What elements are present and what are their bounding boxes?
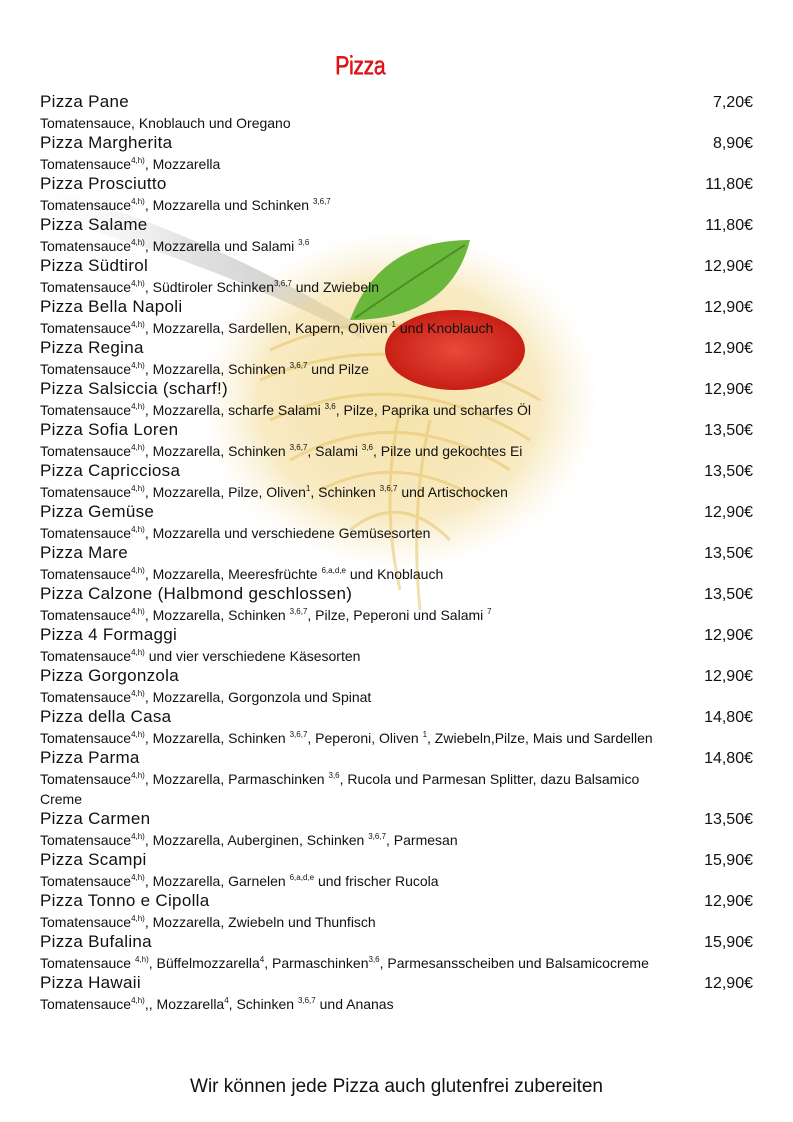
allergen-note: 3,6,7 [289,443,308,452]
menu-item-price: 12,90€ [704,893,753,910]
menu-item-description: Tomatensauce$^{4,h)}$, Mozzarella, Meeresfrüchte $^{6,a,d,e}$ und Knoblauch [40,566,444,582]
allergen-note: 1 [391,320,396,329]
menu-item-name: Pizza Pane [40,92,129,111]
menu-item [40,92,753,133]
menu-item-price: 12,90€ [704,627,753,644]
menu-item-name: Pizza Prosciutto [40,174,167,193]
menu-item [40,748,753,809]
menu-item-price: 11,80€ [705,217,753,234]
menu-item [40,379,753,420]
allergen-note: 3,6 [324,402,336,411]
allergen-note: 4,h) [131,832,145,841]
allergen-note: 4,h) [131,238,145,247]
menu-item-price: 15,90€ [704,934,753,951]
menu-item [40,215,753,256]
menu-item [40,891,753,932]
allergen-note: 4,h) [131,484,145,493]
menu-item-description: Tomatensauce$^{4,h)}$, Mozzarella [40,156,221,172]
allergen-note: 4,h) [131,525,145,534]
menu-item [40,133,753,174]
allergen-note: 4,h) [131,197,145,206]
menu-item-name: Pizza Salame [40,215,148,234]
menu-item-name: Pizza Gorgonzola [40,666,179,685]
allergen-note: 4,h) [131,648,145,657]
menu-item-name: Pizza 4 Formaggi [40,625,178,644]
menu-item-price: 12,90€ [704,340,753,357]
allergen-note: 6,a,d,e [321,566,346,575]
menu-item [40,502,753,543]
menu-item [40,850,753,891]
menu-item [40,666,753,707]
menu-item-name: Pizza Tonno e Cipolla [40,891,210,910]
menu-item-description: Tomatensauce$^{4,h)}$, Mozzarella und Salami $^{3,6}$ [40,238,310,254]
gluten-free-note: Wir können jede Pizza auch glutenfrei zubereiten [190,1076,603,1097]
menu-item-price: 14,80€ [704,750,753,767]
menu-item-description: Tomatensauce$^{4,h)}$, Mozzarella, Parmaschinken $^{3,6}$, Rucola und Parmesan Splitter, dazu Balsamico Creme [40,771,640,807]
menu-item-description: Tomatensauce$^{4,h)}$,, Mozzarella$^4$, Schinken $^{3,6,7}$ und Ananas [40,996,394,1012]
menu-item [40,625,753,666]
menu-item-name: Pizza Scampi [40,850,147,869]
allergen-note: 4,h) [131,914,145,923]
menu-item-description: Tomatensauce$^{4,h)}$, Mozzarella, Schinken $^{3,6,7}$, Peperoni, Oliven $^1$, Zwiebeln,Pilze, Mais und Sardellen [40,730,653,746]
menu-item-description: Tomatensauce$^{4,h)}$, Mozzarella, Schinken $^{3,6,7}$, Pilze, Peperoni und Salami $^7$ [40,607,492,623]
menu-item-description: Tomatensauce, Knoblauch und Oregano [40,115,291,131]
menu-item-description: Tomatensauce$^{4,h)}$, Mozzarella, Schinken $^{3,6,7}$ und Pilze [40,361,369,377]
menu-item-description: Tomatensauce$^{4,h)}$, Südtiroler Schinken$^{3,6,7}$ und Zwiebeln [40,279,380,295]
menu-item-name: Pizza Regina [40,338,144,357]
allergen-note: 4,h) [131,771,145,780]
menu-item-name: Pizza Capricciosa [40,461,181,480]
allergen-note: 4,h) [131,156,145,165]
menu-item-description: Tomatensauce$^{4,h)}$, Mozzarella, Gorgonzola und Spinat [40,689,372,705]
allergen-note: 4,h) [131,279,145,288]
menu-item-price: 12,90€ [704,258,753,275]
allergen-note: 4,h) [131,320,145,329]
page-title: Pizza [334,50,386,80]
menu-item [40,707,753,748]
allergen-note: 4 [224,996,229,1005]
allergen-note: 3,6 [328,771,340,780]
allergen-note: 3,6,7 [289,730,308,739]
menu-item-price: 13,50€ [704,463,753,480]
menu-item [40,338,753,379]
allergen-note: 1 [422,730,428,739]
menu-item [40,809,753,850]
menu-item-name: Pizza Mare [40,543,129,562]
menu-item-description: Tomatensauce$^{4,h)}$, Mozzarella und verschiedene Gemüsesorten [40,525,431,541]
menu-item [40,973,753,1014]
menu-item-name: Pizza Calzone (Halbmond geschlossen) [40,584,353,603]
allergen-note: 4,h) [134,955,149,964]
menu-item-price: 15,90€ [704,852,753,869]
menu-item-name: Pizza Sofia Loren [40,420,179,439]
allergen-note: 4,h) [131,873,145,882]
allergen-note: 3,6,7 [379,484,398,493]
allergen-note: 7 [487,607,492,616]
menu-item-description: Tomatensauce$^{4,h)}$, Mozzarella, Garnelen $^{6,a,d,e}$ und frischer Rucola [40,873,439,889]
menu-item-description: Tomatensauce$^{4,h)}$, Mozzarella, Sardellen, Kapern, Oliven $^1$ und Knoblauch [40,320,494,336]
menu-item [40,174,753,215]
menu-item-price: 13,50€ [704,811,753,828]
allergen-note: 4,h) [131,996,145,1005]
allergen-note: 4,h) [131,607,145,616]
allergen-note: 4,h) [131,566,145,575]
allergen-note: 3,6,7 [289,607,308,616]
allergen-note: 1 [305,484,311,493]
allergen-note: 3,6 [361,443,373,452]
menu-item-description: Tomatensauce$^{4,h)}$ und vier verschiedene Käsesorten [40,648,361,664]
menu-item-price: 12,90€ [704,975,753,992]
menu-item-name: Pizza Salsiccia (scharf!) [40,379,228,398]
allergen-note: 3,6,7 [368,832,387,841]
allergen-note: 4,h) [131,730,145,739]
menu-item-price: 12,90€ [704,381,753,398]
menu-item-name: Pizza della Casa [40,707,172,726]
menu-item-price: 7,20€ [712,94,753,111]
allergen-note: 3,6,7 [274,279,292,288]
menu-item-price: 13,50€ [704,545,753,562]
menu-item-name: Pizza Bella Napoli [40,297,183,316]
allergen-note: 4,h) [131,689,145,698]
menu-item-price: 11,80€ [705,176,753,193]
allergen-note: 3,6,7 [312,197,331,206]
allergen-note: 3,6 [298,238,310,247]
menu-item [40,256,753,297]
allergen-note: 4 [259,955,265,964]
menu-item-price: 12,90€ [704,504,753,521]
menu-item-description: Tomatensauce$^{4,h)}$, Mozzarella, Pilze, Oliven$^1$, Schinken $^{3,6,7}$ und Artischocken [40,484,508,500]
menu-item [40,584,753,625]
allergen-note: 4,h) [131,443,145,452]
menu-item [40,297,753,338]
allergen-note: 3,6,7 [297,996,316,1005]
menu-item-name: Pizza Südtirol [40,256,149,275]
menu-item-description: Tomatensauce$^{4,h)}$, Mozzarella, Schinken $^{3,6,7}$, Salami $^{3,6}$, Pilze und gekochtes Ei [40,443,523,459]
menu-item-price: 8,90€ [712,135,753,152]
menu-item-price: 12,90€ [704,299,753,316]
menu-item-price: 13,50€ [704,586,753,603]
menu-item-description: Tomatensauce$^{4,h)}$, Mozzarella, scharfe Salami $^{3,6}$, Pilze, Paprika und scharfes Öl [40,402,532,418]
menu-item-price: 14,80€ [704,709,753,726]
menu-item [40,420,753,461]
menu-item-price: 12,90€ [704,668,753,685]
menu-item-name: Pizza Hawaii [40,973,141,992]
menu-item-name: Pizza Bufalina [40,932,152,951]
pizza-menu-list [40,92,753,1014]
menu-item-description: Tomatensauce$^{4,h)}$, Mozzarella, Zwiebeln und Thunfisch [40,914,376,930]
menu-item-name: Pizza Parma [40,748,140,767]
allergen-note: 3,6 [368,955,380,964]
allergen-note: 6,a,d,e [289,873,315,882]
menu-item [40,543,753,584]
allergen-note: 3,6,7 [289,361,308,370]
menu-item-description: Tomatensauce$^{4,h)}$, Mozzarella und Schinken $^{3,6,7}$ [40,197,331,213]
menu-item [40,461,753,502]
menu-item-name: Pizza Gemüse [40,502,155,521]
menu-item-description: Tomatensauce $^{4,h)}$, Büffelmozzarella$^4$, Parmaschinken$^{3,6}$, Parmesansscheiben und Balsamicocreme [40,955,649,971]
allergen-note: 4,h) [131,402,145,411]
menu-item-name: Pizza Carmen [40,809,151,828]
menu-item-description: Tomatensauce$^{4,h)}$, Mozzarella, Auberginen, Schinken $^{3,6,7}$, Parmesan [40,832,458,848]
menu-item-name: Pizza Margherita [40,133,173,152]
menu-item-price: 13,50€ [704,422,753,439]
menu-item [40,932,753,973]
allergen-note: 4,h) [131,361,145,370]
